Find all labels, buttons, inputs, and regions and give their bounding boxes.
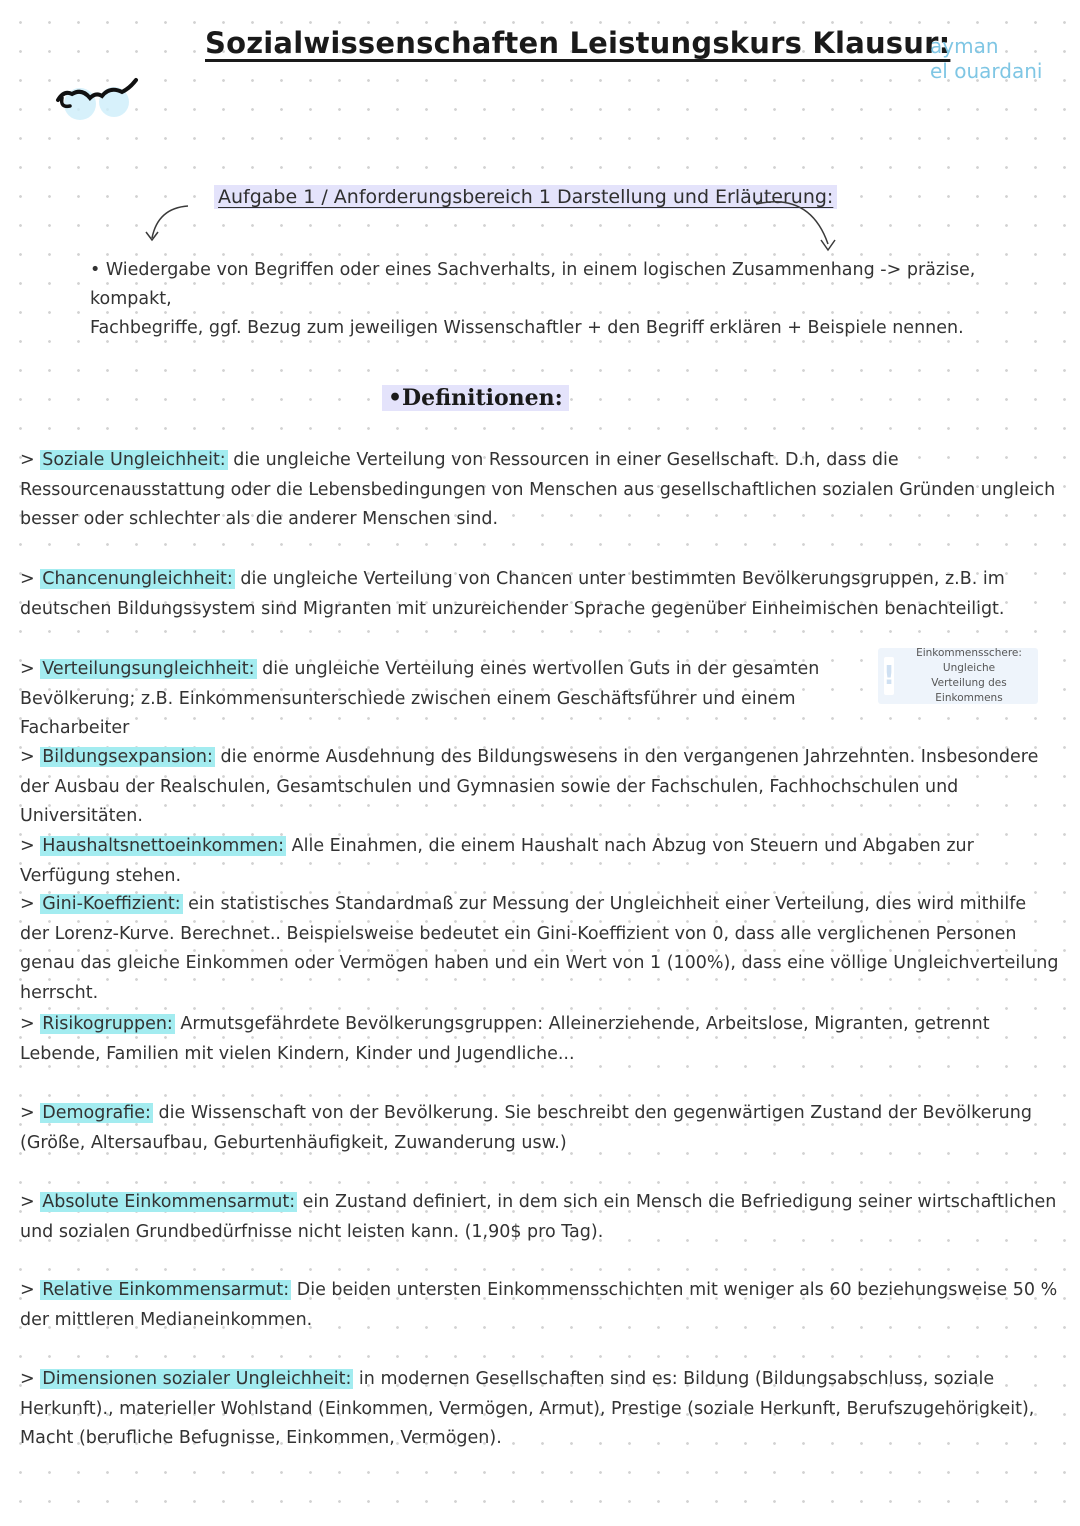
definition-text: ein statistisches Standardmaß zur Messung der Ungleichheit einer Verteilung, dies wird mithilfe der Lorenz-Kurve. Berechnet.. Beispielsweise bedeutet ein Gini-Koeffizient von 0, dass alle verglichenen Personen genau das gleiche Einkommen oder Vermögen haben und ein Wert von 1 (100%), dass eine völlige Ungleichverteilung herrscht. bbox=[20, 894, 1059, 1003]
section-intro bbox=[90, 256, 990, 343]
definition-text: ein Zustand definiert, in dem sich ein Mensch die Befriedigung seiner wirtschaftlichen und sozialen Grundbedürfnisse nicht leisten kann. (1,90$ pro Tag). bbox=[20, 1192, 1057, 1242]
author-name bbox=[930, 34, 1070, 84]
definitions-heading bbox=[382, 385, 569, 411]
definition-item: > Chancenungleichheit: die ungleiche Verteilung von Chancen unter bestimmten Bevölkerungsgruppen, z.B. im deutschen Bildungssystem sind Migranten mit unzureichender Sprache gegenüber Einheimischen benachteiligt. bbox=[20, 569, 1005, 619]
definition-text: die ungleiche Verteilung eines wertvollen Guts in der gesamten Bevölkerung; z.B. Einkommensunterschiede zwischen einem Geschäftsführer und einem Facharbeiter bbox=[20, 659, 820, 738]
definition-term: Dimensionen sozialer Ungleichheit: bbox=[42, 1369, 352, 1389]
definition-item: > Risikogruppen: Armutsgefährdete Bevölkerungsgruppen: Alleinerziehende, Arbeitslose, Migranten, getrennt Lebende, Familien mit vielen Kindern, Kinder und Jugendliche... bbox=[20, 1014, 990, 1064]
definitions-heading-text: •Definitionen: bbox=[382, 385, 569, 411]
definition-item: > Verteilungsungleichheit: die ungleiche Verteilung eines wertvollen Guts in der gesamten Bevölkerung; z.B. Einkommensunterschiede zwischen einem Geschäftsführer und einem Facharbeiter bbox=[20, 659, 820, 738]
section-label-text: Aufgabe 1 / Anforderungsbereich 1 Darstellung und Erläuterung: bbox=[214, 185, 837, 209]
definition-item: > Relative Einkommensarmut: Die beiden untersten Einkommensschichten mit weniger als 60 beziehungsweise 50 % der mittleren Medianeinkommen. bbox=[20, 1280, 1058, 1330]
side-note-text bbox=[904, 646, 1034, 706]
definition-text: in modernen Gesellschaften sind es: Bildung (Bildungsabschluss, soziale Herkunft)., materieller Wohlstand (Einkommen, Vermögen, Armut), Prestige (soziale Herkunft, Berufszugehörigkeit), Macht (berufliche Befugnisse, Einkommen, Vermögen). bbox=[20, 1369, 1035, 1448]
page-title: Sozialwissenschaften Leistungskurs Klausur: bbox=[205, 26, 951, 60]
intro-line-2: Fachbegriffe, ggf. Bezug zum jeweiligen Wissenschaftler + den Begriff erklären + Beispiele nennen. bbox=[90, 318, 964, 338]
curved-arrow-left-icon bbox=[140, 196, 200, 256]
intro-line-1: • Wiedergabe von Begriffen oder eines Sachverhalts, in einem logischen Zusammenhang -> präzise, kompakt, bbox=[90, 260, 976, 309]
side-note-line-1: Einkommensschere: Ungleiche bbox=[916, 647, 1022, 674]
definition-term: Soziale Ungleichheit: bbox=[42, 450, 226, 470]
glasses-icon bbox=[50, 70, 150, 130]
side-note-line-2: Verteilung des Einkommens bbox=[931, 677, 1007, 704]
definition-term: Risikogruppen: bbox=[42, 1014, 173, 1034]
definition-term: Demografie: bbox=[42, 1103, 151, 1123]
definition-item: > Gini-Koeffizient: ein statistisches Standardmaß zur Messung der Ungleichheit einer Verteilung, dies wird mithilfe der Lorenz-Kurve. Berechnet.. Beispielsweise bedeutet ein Gini-Koeffizient von 0, dass alle verglichenen Personen genau das gleiche Einkommen oder Vermögen haben und ein Wert von 1 (100%), dass eine völlige Ungleichverteilung herrscht. bbox=[20, 894, 1059, 1003]
definition-term: Chancenungleichheit: bbox=[42, 569, 233, 589]
definition-item: > Absolute Einkommensarmut: ein Zustand definiert, in dem sich ein Mensch die Befriedigung seiner wirtschaftlichen und sozialen Grundbedürfnisse nicht leisten kann. (1,90$ pro Tag). bbox=[20, 1192, 1057, 1242]
definition-term: Bildungsexpansion: bbox=[42, 747, 213, 767]
definition-item: > Bildungsexpansion: die enorme Ausdehnung des Bildungswesens in den vergangenen Jahrzehnten. Insbesondere der Ausbau der Realschulen, Gesamtschulen und Gymnasien sowie der Fachschulen, Fachhochschulen und Universitäten. bbox=[20, 747, 1039, 826]
definition-term: Relative Einkommensarmut: bbox=[42, 1280, 290, 1300]
definition-text: Alle Einahmen, die einem Haushalt nach Abzug von Steuern und Abgaben zur Verfügung stehen. bbox=[20, 836, 974, 886]
definition-text: die ungleiche Verteilung von Ressourcen in einer Gesellschaft. D.h, dass die Ressourcenausstattung oder die Lebensbedingungen von Menschen aus gesellschaftlichen sozialen Gründen ungleich besser oder schlechter als die anderer Menschen sind. bbox=[20, 450, 1056, 529]
author-last-name: el ouardani bbox=[930, 59, 1043, 83]
definition-text: die Wissenschaft von der Bevölkerung. Sie beschreibt den gegenwärtigen Zustand der Bevölkerung (Größe, Altersaufbau, Geburtenhäufigkeit, Zuwanderung usw.) bbox=[20, 1103, 1032, 1153]
definition-text: die enorme Ausdehnung des Bildungswesens in den vergangenen Jahrzehnten. Insbesondere der Ausbau der Realschulen, Gesamtschulen und Gymnasien sowie der Fachschulen, Fachhochschulen und Universitäten. bbox=[20, 747, 1039, 826]
definition-text: die ungleiche Verteilung von Chancen unter bestimmten Bevölkerungsgruppen, z.B. im deutschen Bildungssystem sind Migranten mit unzureichender Sprache gegenüber Einheimischen benachteiligt. bbox=[20, 569, 1005, 619]
exclamation-icon: ! bbox=[884, 657, 894, 695]
definition-term: Gini-Koeffizient: bbox=[42, 894, 181, 914]
curved-arrow-right-icon bbox=[750, 190, 850, 260]
definition-item: > Dimensionen sozialer Ungleichheit: in modernen Gesellschaften sind es: Bildung (Bildungsabschluss, soziale Herkunft)., materieller Wohlstand (Einkommen, Vermögen, Armut), Prestige (soziale Herkunft, Berufszugehörigkeit), Macht (berufliche Befugnisse, Einkommen, Vermögen). bbox=[20, 1369, 1035, 1448]
side-note bbox=[878, 648, 1038, 704]
definition-item: > Soziale Ungleichheit: die ungleiche Verteilung von Ressourcen in einer Gesellschaft. D.h, dass die Ressourcenausstattung oder die Lebensbedingungen von Menschen aus gesellschaftlichen sozialen Gründen ungleich besser oder schlechter als die anderer Menschen sind. bbox=[20, 450, 1056, 529]
definition-item: > Haushaltsnettoeinkommen: Alle Einahmen, die einem Haushalt nach Abzug von Steuern und Abgaben zur Verfügung stehen. bbox=[20, 836, 974, 886]
definition-term: Absolute Einkommensarmut: bbox=[42, 1192, 296, 1212]
definition-text: Armutsgefährdete Bevölkerungsgruppen: Alleinerziehende, Arbeitslose, Migranten, getrennt Lebende, Familien mit vielen Kindern, Kinder und Jugendliche... bbox=[20, 1014, 990, 1064]
author-first-name: ayman bbox=[930, 34, 999, 58]
definition-term: Haushaltsnettoeinkommen: bbox=[42, 836, 285, 856]
definition-item: > Demografie: die Wissenschaft von der Bevölkerung. Sie beschreibt den gegenwärtigen Zustand der Bevölkerung (Größe, Altersaufbau, Geburtenhäufigkeit, Zuwanderung usw.) bbox=[20, 1103, 1032, 1153]
section-label bbox=[214, 186, 837, 208]
definition-text: Die beiden untersten Einkommensschichten mit weniger als 60 beziehungsweise 50 % der mittleren Medianeinkommen. bbox=[20, 1280, 1058, 1330]
definition-term: Verteilungsungleichheit: bbox=[42, 659, 255, 679]
